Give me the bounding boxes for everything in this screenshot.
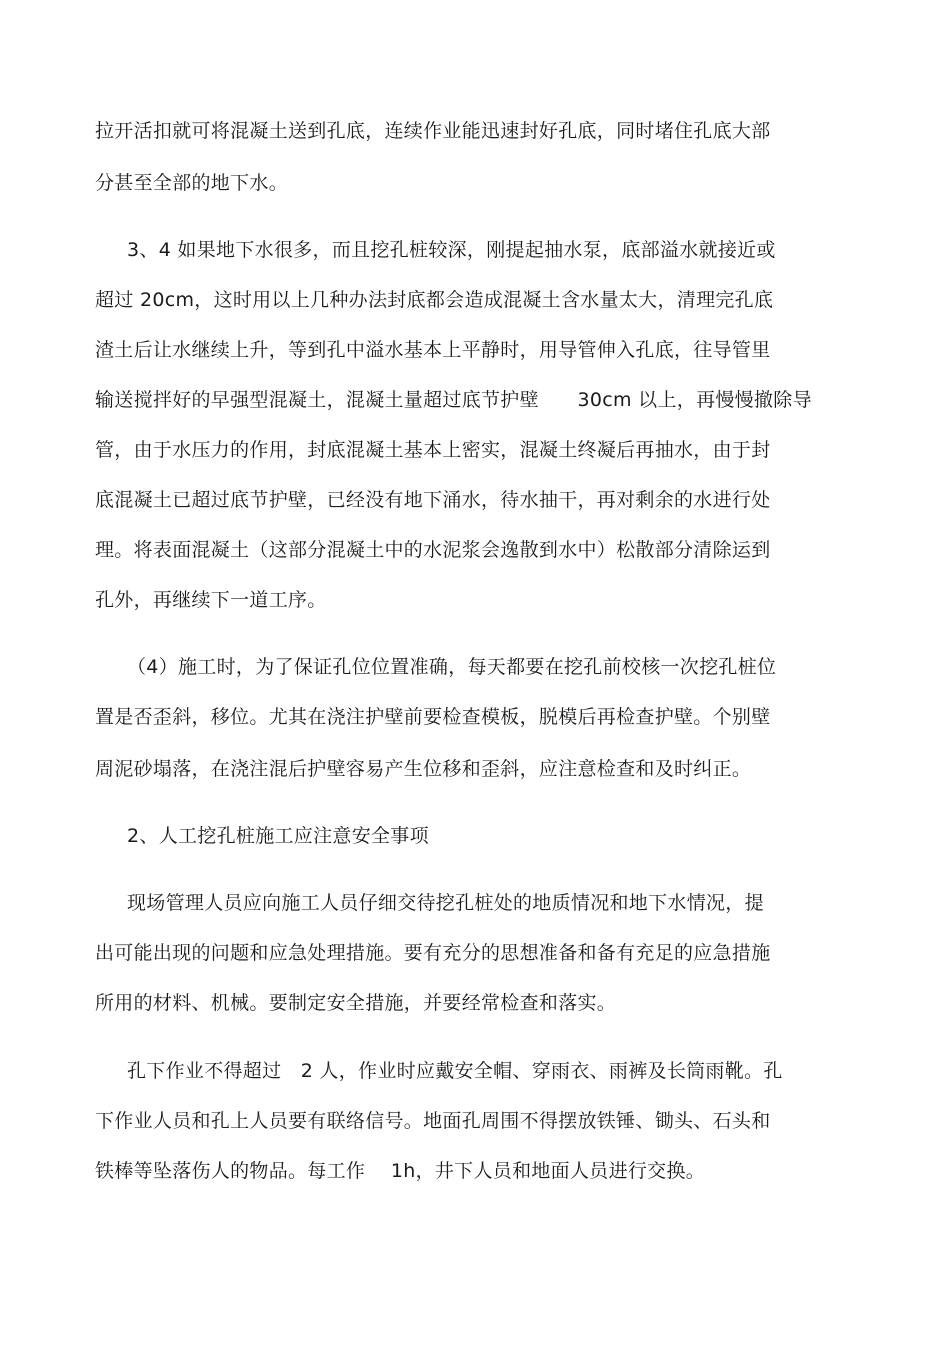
paragraph-first-line: 3、4 如果地下水很多，而且挖孔桩较深，刚提起抽水泵，底部溢水就接近或 bbox=[127, 239, 776, 261]
text-line: 周泥砂塌落，在浇注混后护壁容易产生位移和歪斜，应注意检查和及时纠正。 bbox=[95, 758, 752, 780]
text-line: 所用的材料、机械。要制定安全措施，并要经常检查和落实。 bbox=[95, 992, 617, 1014]
text-line: 铁棒等坠落伤人的物品。每工作 1h，井下人员和地面人员进行交换。 bbox=[95, 1160, 706, 1182]
paragraph-first-line: （4）施工时，为了保证孔位位置准确，每天都要在挖孔前校核一次挖孔桩位 bbox=[127, 656, 777, 678]
text-line: 渣土后让水继续上升，等到孔中溢水基本上平静时，用导管伸入孔底，往导管里 bbox=[95, 339, 771, 361]
text-line: 出可能出现的问题和应急处理措施。要有充分的思想准备和备有充足的应急措施 bbox=[95, 942, 771, 964]
section-heading: 2、人工挖孔桩施工应注意安全事项 bbox=[127, 825, 429, 847]
text-line: 底混凝土已超过底节护壁，已经没有地下涌水，待水抽干，再对剩余的水进行处 bbox=[95, 489, 771, 511]
text-line: 超过 20cm，这时用以上几种办法封底都会造成混凝土含水量太大，清理完孔底 bbox=[95, 289, 774, 311]
paragraph-first-line: 孔下作业不得超过 2 人，作业时应戴安全帽、穿雨衣、雨裤及长筒雨靴。孔 bbox=[127, 1060, 783, 1082]
text-line: 输送搅拌好的早强型混凝土，混凝土量超过底节护壁 30cm 以上，再慢慢撤除导 bbox=[95, 389, 812, 411]
paragraph-first-line: 现场管理人员应向施工人员仔细交待挖孔桩处的地质情况和地下水情况，提 bbox=[127, 892, 764, 914]
text-line: 置是否歪斜，移位。尤其在浇注护壁前要检查模板，脱模后再检查护壁。个别壁 bbox=[95, 706, 771, 728]
text-line: 孔外，再继续下一道工序。 bbox=[95, 589, 327, 611]
text-line: 拉开活扣就可将混凝土送到孔底，连续作业能迅速封好孔底，同时堵住孔底大部 bbox=[95, 120, 771, 142]
text-line: 下作业人员和孔上人员要有联络信号。地面孔周围不得摆放铁锤、锄头、石头和 bbox=[95, 1110, 771, 1132]
text-line: 管，由于水压力的作用，封底混凝土基本上密实，混凝土终凝后再抽水，由于封 bbox=[95, 439, 771, 461]
text-line: 理。将表面混凝土（这部分混凝土中的水泥浆会逸散到水中）松散部分清除运到 bbox=[95, 539, 771, 561]
text-line: 分甚至全部的地下水。 bbox=[95, 172, 289, 194]
